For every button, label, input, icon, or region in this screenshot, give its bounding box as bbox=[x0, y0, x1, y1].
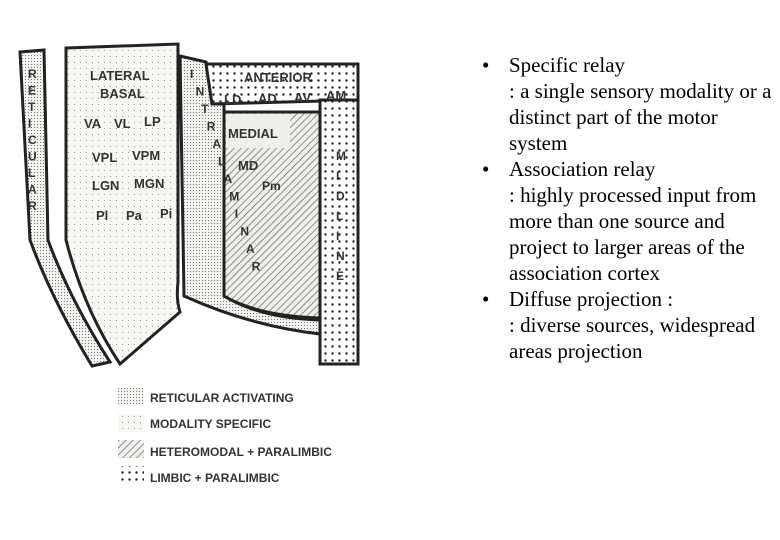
anterior-label: ANTERIOR bbox=[244, 70, 312, 85]
midline-letter: M bbox=[336, 149, 346, 163]
legend-label-limbic: LIMBIC + PARALIMBIC bbox=[150, 471, 280, 485]
legend-swatch-heteromodal bbox=[118, 440, 144, 458]
midline-letter: I bbox=[336, 229, 340, 243]
midline-letter: D bbox=[336, 189, 345, 203]
nucleus-pl: Pl bbox=[96, 208, 109, 223]
nucleus-am: AM bbox=[326, 88, 347, 103]
bullet-head: • Association relay bbox=[509, 157, 656, 181]
legend-swatch-reticular bbox=[118, 388, 144, 406]
intralaminar-letter: A bbox=[223, 172, 233, 186]
intralaminar-letter: R bbox=[206, 119, 216, 134]
thalamus-diagram bbox=[0, 0, 400, 520]
nucleus-vpm: VPM bbox=[132, 148, 161, 163]
md-label: MD bbox=[238, 158, 259, 173]
reticular-letter: T bbox=[28, 100, 36, 114]
nucleus-vl: VL bbox=[114, 116, 131, 131]
legend-label-reticular: RETICULAR ACTIVATING bbox=[150, 391, 294, 405]
reticular-letter: R bbox=[28, 67, 37, 81]
reticular-letter: A bbox=[28, 182, 37, 197]
nucleus-ld: LD bbox=[224, 92, 242, 107]
nucleus-lgn: LGN bbox=[92, 178, 120, 193]
reticular-letter: I bbox=[28, 116, 32, 131]
midline-letter: I bbox=[336, 169, 340, 183]
reticular-letter: E bbox=[28, 83, 37, 98]
nucleus-mgn: MGN bbox=[134, 176, 165, 191]
legend bbox=[118, 388, 332, 485]
medial-label: MEDIAL bbox=[228, 126, 278, 141]
bullet-list bbox=[478, 52, 778, 364]
legend-label-heteromodal: HETEROMODAL + PARALIMBIC bbox=[150, 445, 332, 459]
bullet-head: • Specific relay bbox=[509, 53, 626, 77]
reticular-letter: C bbox=[28, 133, 37, 147]
bullet-body: : a single sensory modality or a distinct part of the motor system bbox=[509, 79, 772, 155]
pm-label: Pm bbox=[262, 179, 281, 193]
nucleus-av: AV bbox=[294, 90, 312, 105]
bullet-head: • Diffuse projection : bbox=[509, 287, 674, 311]
bullet-body: : diverse sources, widespread areas projection bbox=[509, 313, 756, 363]
intralaminar-letter: N bbox=[240, 224, 250, 239]
bullet-association-relay bbox=[478, 156, 778, 286]
bullet-diffuse-projection bbox=[478, 286, 778, 364]
legend-swatch-modality bbox=[118, 414, 144, 432]
intralaminar-letter: I bbox=[190, 67, 194, 81]
intralaminar-letter: A bbox=[246, 242, 255, 256]
nucleus-pi: Pi bbox=[160, 206, 173, 221]
bullet-body: : highly processed input from more than one source and project to larger areas of the association cortex bbox=[509, 183, 757, 285]
intralaminar-letter: I bbox=[234, 207, 239, 221]
bullet-specific-relay bbox=[478, 52, 778, 156]
midline-letter: E bbox=[336, 269, 345, 283]
nucleus-lp: LP bbox=[144, 114, 161, 129]
intralaminar-letter: A bbox=[212, 137, 222, 151]
midline-letter: N bbox=[336, 249, 345, 263]
lateral-label: LATERAL bbox=[90, 68, 150, 83]
basal-label: BASAL bbox=[100, 86, 145, 101]
legend-label-modality: MODALITY SPECIFIC bbox=[150, 417, 272, 431]
intralaminar-letter: R bbox=[251, 259, 261, 274]
intralaminar-letter: M bbox=[229, 189, 240, 204]
midline-letter: L bbox=[336, 209, 344, 223]
nucleus-va: VA bbox=[84, 116, 102, 131]
reticular-letter: R bbox=[28, 199, 37, 213]
reticular-letter: L bbox=[28, 166, 36, 180]
intralaminar-letter: T bbox=[201, 102, 209, 116]
nucleus-vpl: VPL bbox=[92, 150, 118, 165]
nucleus-ad: AD bbox=[258, 91, 277, 106]
legend-swatch-limbic bbox=[118, 466, 144, 484]
nucleus-pa: Pa bbox=[126, 208, 142, 223]
reticular-letter: U bbox=[28, 149, 37, 164]
intralaminar-letter: N bbox=[195, 84, 205, 99]
intralaminar-letter: L bbox=[218, 154, 226, 169]
